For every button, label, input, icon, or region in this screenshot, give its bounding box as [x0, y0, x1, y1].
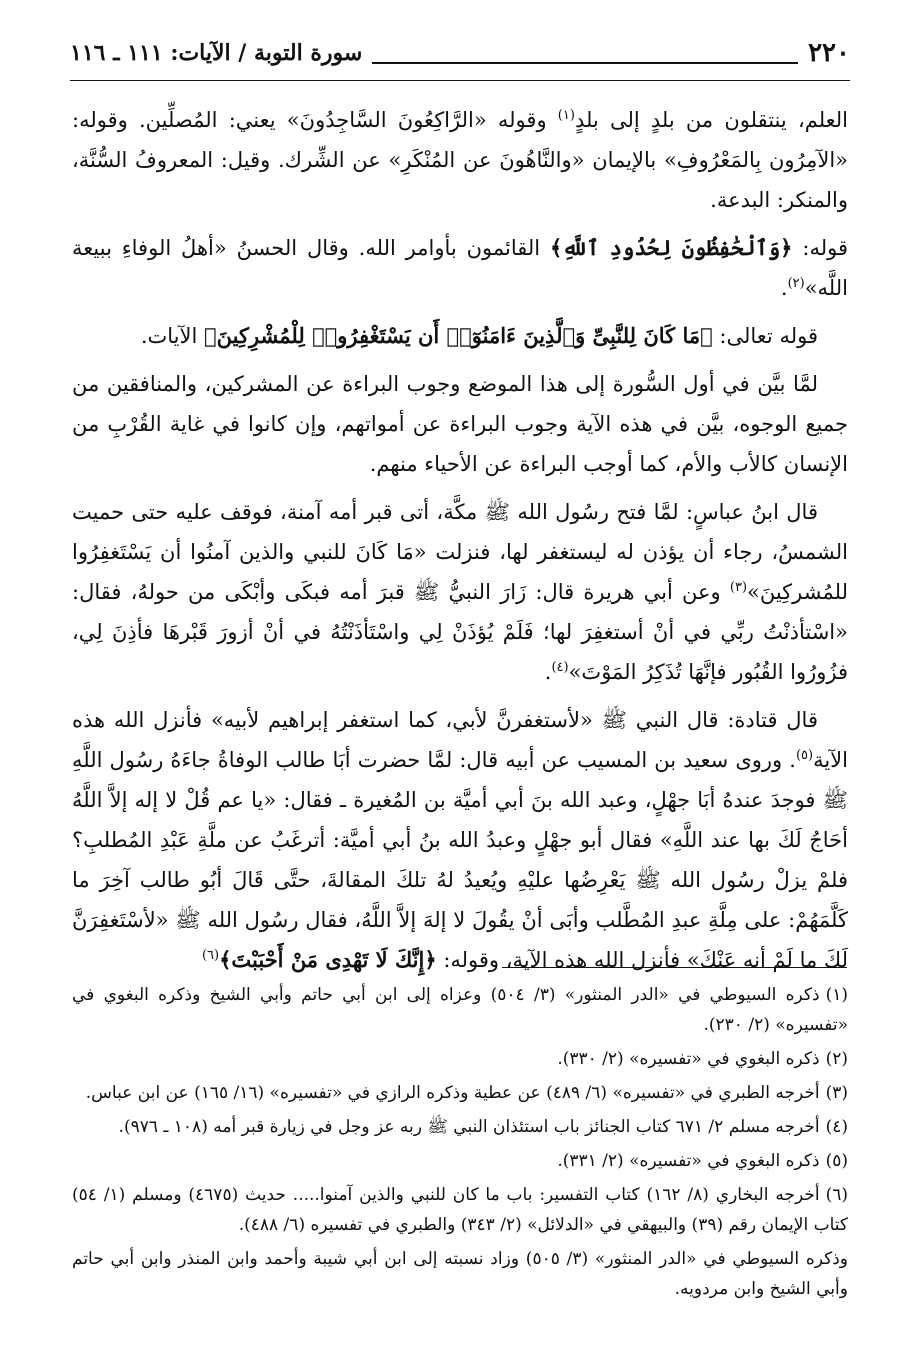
- running-title: سورة التوبة / الآيات: ١١١ ـ ١١٦: [70, 40, 363, 66]
- paragraph-1: العلم، ينتقلون من بلدٍ إلى بلدٍ$^{(١)}$ وقوله «الرَّاكِعُونَ السَّاجِدُونَ» يعني: المُصلِّين. وقوله: «الآمِرُون بِالمَعْرُوفِ» بالإيمان «والنَّاهُونَ عن المُنْكَرِ» عن الشِّرك. وقيل: المعروفُ السُّنَّة، والمنكر: البدعة.: [72, 108, 849, 212]
- quran-verse: ﴿مَا كَانَ لِلنَّبِىِّ وَٱلَّذِينَ ءَامَنُوٓا۟ أَن يَسْتَغْفِرُوا۟ لِلْمُشْرِكِينَ﴾: [204, 323, 713, 348]
- header-divider: [70, 80, 850, 81]
- footnote: (٦)أخرجه البخاري (٨/ ١٦٢) كتاب التفسير: باب ما كان للنبي والذين آمنوا..... حديث (٤٦٧٥) ومسلم (١/ ٥٤) كتاب الإيمان رقم (٣٩) والبيهقي في «الدلائل» (٢/ ٣٤٣) والطبري في تفسيره (٦/ ٤٨٨).: [72, 1185, 848, 1235]
- quran-verse: ﴿وَٱلْحَٰفِظُونَ لِحُدُودِ ٱللَّهِ﴾: [549, 235, 793, 260]
- footnote-ref-2: (٢): [787, 276, 805, 291]
- footnote-ref-1: (١): [557, 108, 575, 123]
- page-number: ٢٢٠: [808, 38, 850, 68]
- footnote: (١)ذكره السيوطي في «الدر المنثور» (٣/ ٥٠٤) وعزاه إلى ابن أبي حاتم وأبي الشيخ وذكره البغوي في «تفسيره» (٢/ ٢٣٠).: [72, 985, 848, 1035]
- footnote: (٣)أخرجه الطبري في «تفسيره» (٦/ ٤٨٩) عن عطية وذكره الرازي في «تفسيره» (١٦/ ١٦٥) عن ابن عباس.: [85, 1083, 848, 1103]
- paragraph-5: قال ابنُ عباسٍ: لمَّا فتح رسُول الله ﷺ مكَّة، أتى قبر أمه آمنة، فوقف عليه حتى حميت الشمسُ، رجاء أن يؤذن له ليستغفر لها، فنزلت «مَا كَانَ للنبي والذين آمنُوا أن يَسْتَغفِرُوا للمُشركِينَ»$^{(٣)}$ وعن أبي هريرة قال: زَارَ النبيُّ ﷺ قبرَ أمه فبكَى وأبْكَى من حولهُ، فقال: «اسْتأذنْتُ ربِّي في أنْ أستغفِرَ لها؛ فَلَمْ يُؤذَنْ لِي واسْتَأذَنْتُهُ في أنْ أزورَ قَبْرهَا فأذِنَ لِي، فزُورُوا القُبُور فإنَّهَا تُذَكِرُ المَوْتَ»$^{(٤)}$.: [72, 500, 848, 684]
- paragraph-6: قال قتادة: قال النبي ﷺ «لأستغفرنَّ لأبي، كما استغفر إبراهيم لأبيه» فأنزل الله هذه الآية$^{(٥)}$. وروى سعيد بن المسيب عن أبيه قال: لمَّا حضرت أبَا طالب الوفاةُ جاءَهُ رسُول اللَّهِ ﷺ فوجدَ عندهُ أبَا جهْلٍ، وعبد الله بنَ أبي أميَّة بن المُغيرة ـ فقال: «يا عم قُلْ لا إله إلاَّ اللَّهُ أحَاجُ لَكَ بها عند اللَّهِ» فقال أبو جهْلٍ وعبدُ الله بنُ أبي أميَّة: أترغَبُ عن ملَّةِ عَبْدِ المُطلبِ؟ فلمْ يزلْ رسُول الله ﷺ يَعْرِضُها عليْهِ ويُعيدُ لهُ تلكَ المقالةَ، حتَّى قَالَ أبُو طالب آخِرَ ما كَلَّمَهُمْ: على مِلَّةِ عبدِ المُطَّلب وأبَى أنْ يقُولَ لا إلهَ إلاَّ اللَّهُ، فقال رسُول الله ﷺ «لأسْتَغفِرَنَّ لَكَ ما لَمْ أنه عَنْكَ» فأنزل الله هذه الآية، وقوله: ﴿إِنَّكَ لَا تَهْدِى مَنْ أَحْبَبْتَ﴾$^{(٦)}$: [72, 708, 848, 972]
- paragraph-4: لمَّا بيَّن في أول السُّورة إلى هذا الموضع وجوب البراءة عن المشركين، والمنافقين من جميع الوجوه، بيَّن في هذه الآية وجوب البراءة عن أمواتهم، وإن كانوا في غاية القُرْبِ من الإنسان كالأب والأم، كما أوجب البراءة عن الأحياء منهم.: [72, 372, 848, 476]
- footnote-ref-6: (٦): [201, 948, 220, 963]
- paragraph-3: قوله تعالى: ﴿مَا كَانَ لِلنَّبِىِّ وَٱلَّذِينَ ءَامَنُوٓا۟ أَن يَسْتَغْفِرُوا۟ لِلْمُشْرِكِينَ﴾ الآيات.: [140, 323, 818, 348]
- footnote: (٥)ذكره البغوي في «تفسيره» (٢/ ٣٣١).: [557, 1151, 848, 1171]
- paragraph-2: قوله: ﴿وَٱلْحَٰفِظُونَ لِحُدُودِ ٱللَّهِ﴾ القائمون بأوامر الله. وقال الحسنُ «أهلُ الوفاءِ ببيعة اللَّه»$^{(٢)}$.: [72, 235, 848, 300]
- footnote-continuation: وذكره السيوطي في «الدر المنثور» (٣/ ٥٠٥) وزاد نسبته إلى ابن أبي شيبة وأحمد وابن المنذر وابن أبي حاتم وأبي الشيخ وابن مردويه.: [72, 1249, 848, 1299]
- footnotes: [72, 980, 848, 1308]
- main-text: [72, 100, 848, 988]
- footnote-ref-3: (٣): [729, 580, 748, 595]
- page-header: [70, 34, 850, 72]
- header-rule: [372, 62, 798, 64]
- footnote: (٢)ذكره البغوي في «تفسيره» (٢/ ٣٣٠).: [557, 1049, 848, 1069]
- footnote-divider: [502, 967, 847, 968]
- footnote-ref-4: (٤): [551, 660, 569, 675]
- footnote: (٤)أخرجه مسلم ٢/ ٦٧١ كتاب الجنائز باب استئذان النبي ﷺ ربه عز وجل في زيارة قبر أمه (١٠٨ ـ ٩٧٦).: [118, 1117, 848, 1137]
- quran-verse: ﴿إِنَّكَ لَا تَهْدِى مَنْ أَحْبَبْتَ﴾: [219, 947, 437, 972]
- footnote-ref-5: (٥): [795, 748, 814, 763]
